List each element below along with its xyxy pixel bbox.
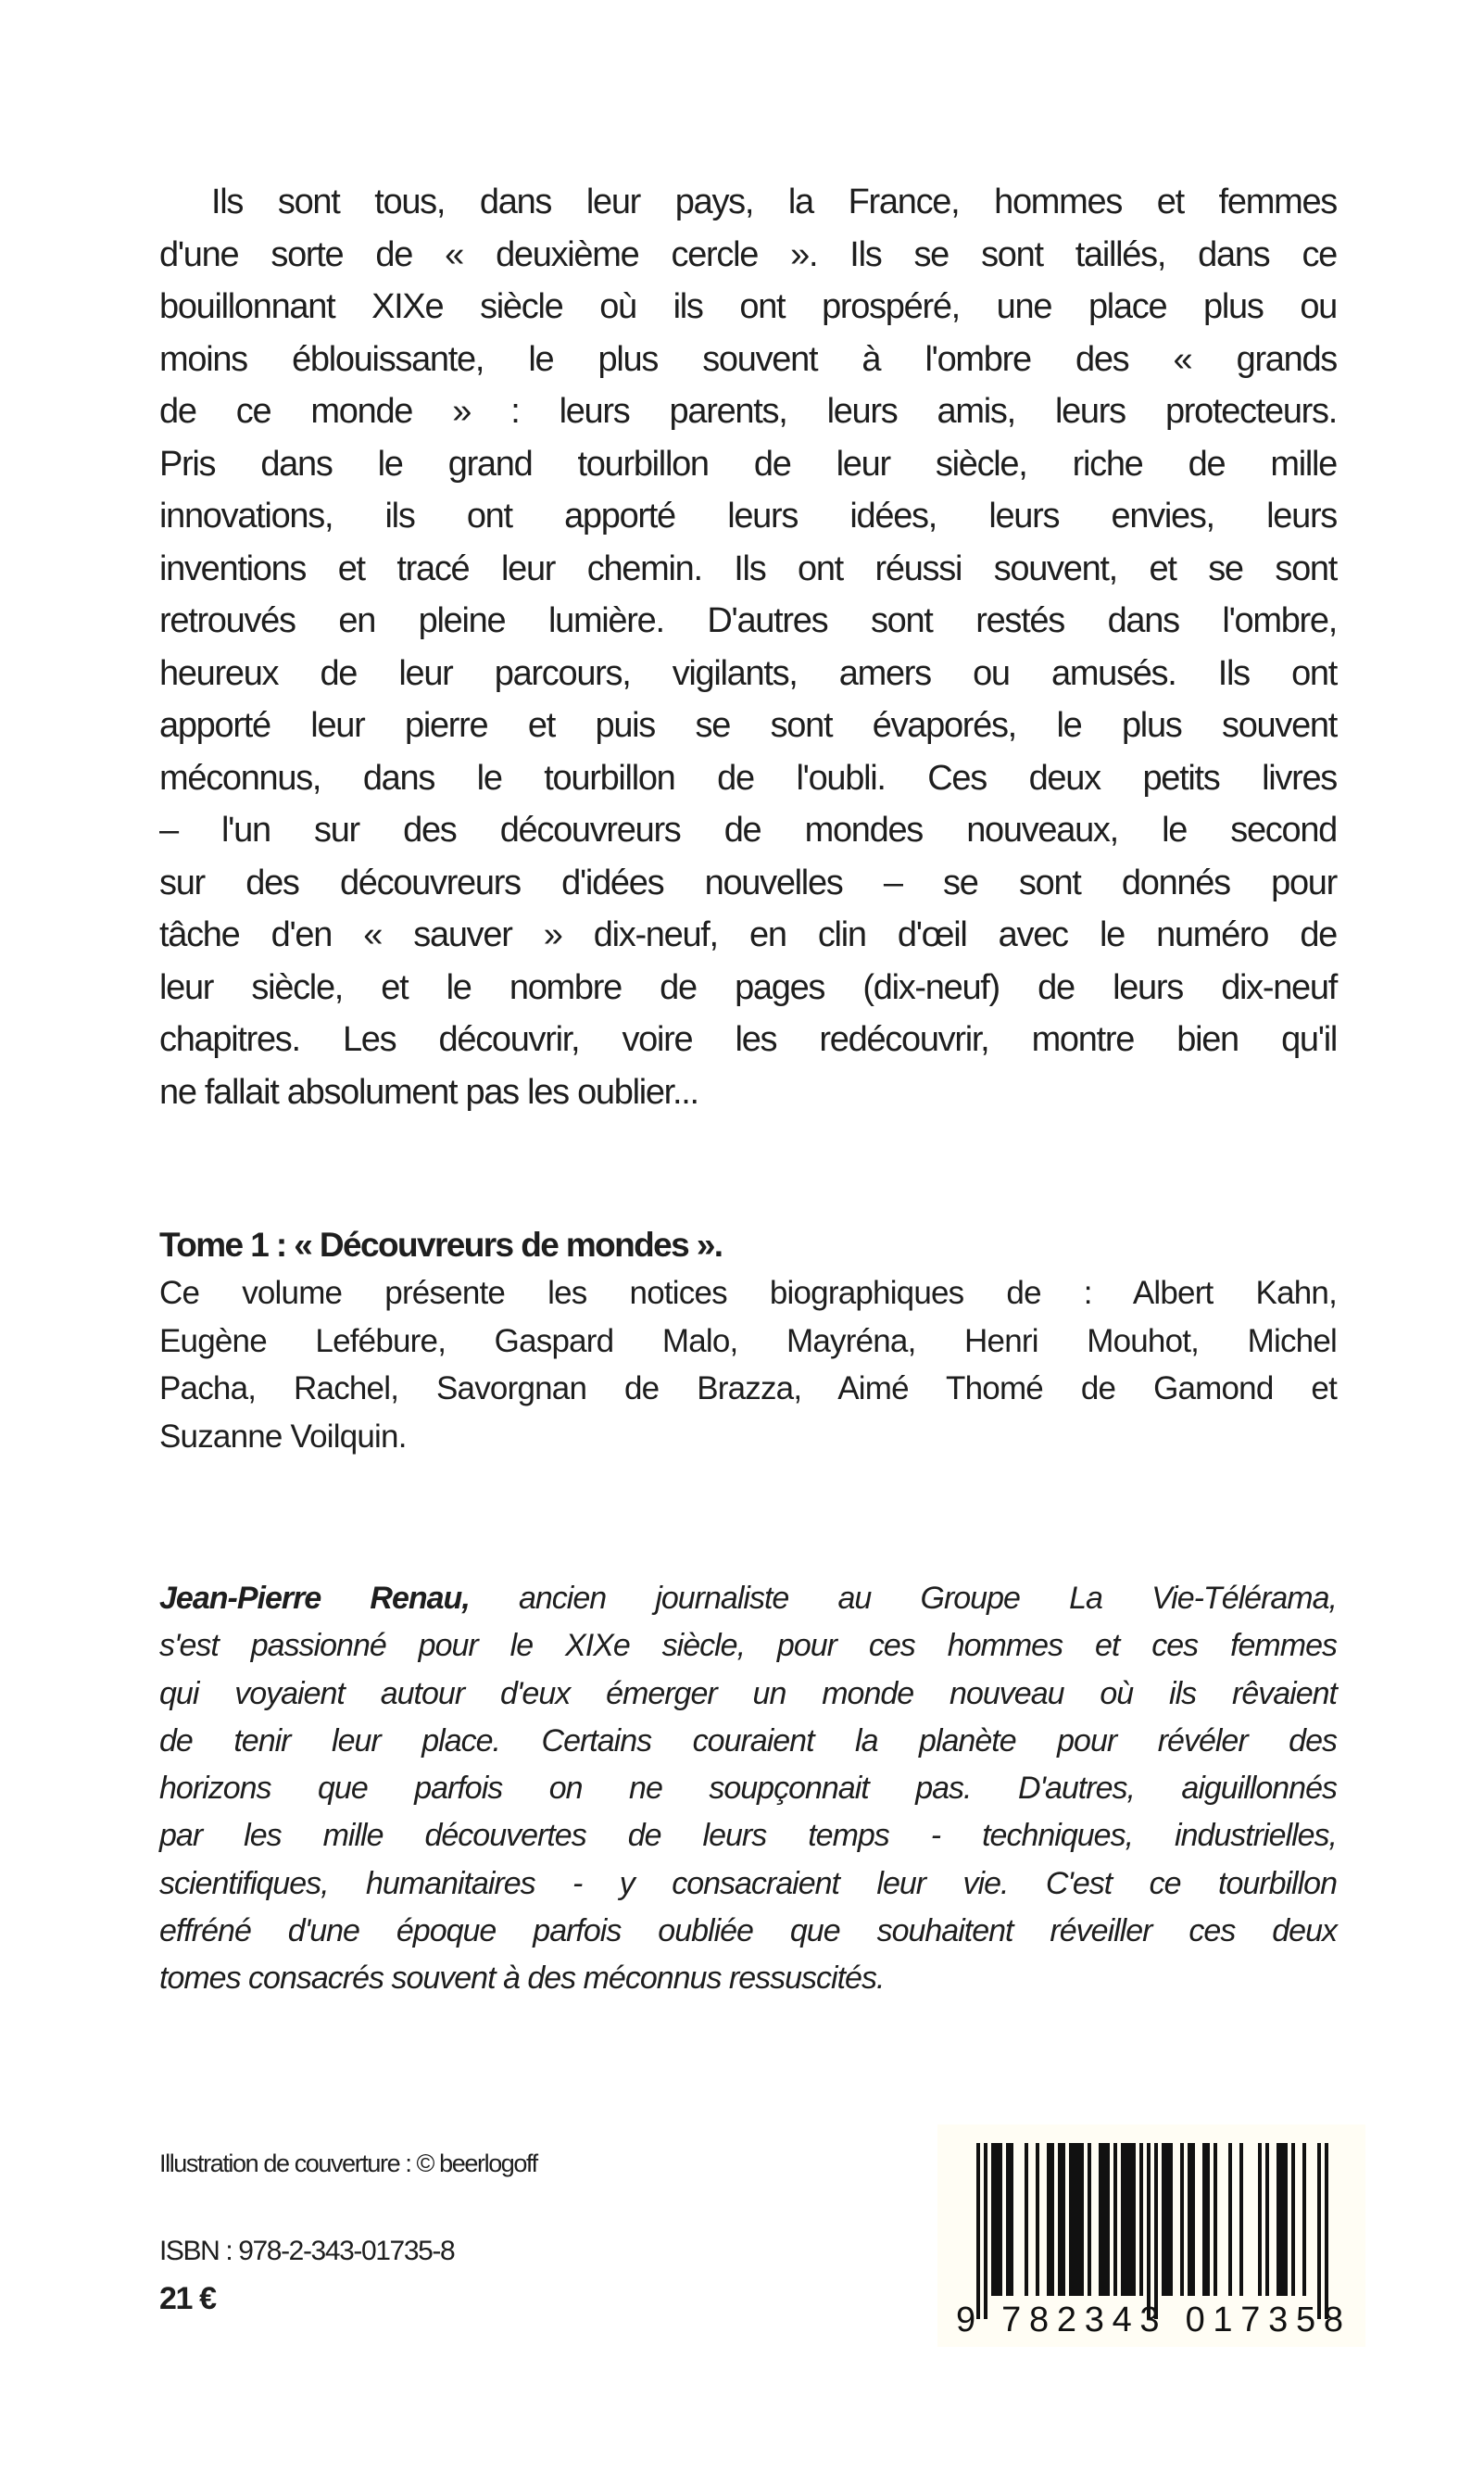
text-line: – l'un sur des découvreurs de mondes nouveaux, le second xyxy=(159,811,1337,850)
text-line: inventions et tracé leur chemin. Ils ont réussi souvent, et se sont xyxy=(159,548,1337,588)
barcode-bar xyxy=(1132,2143,1136,2296)
barcode-bar xyxy=(1058,2143,1062,2296)
tome-title: Tome 1 : « Découvreurs de mondes ». xyxy=(159,1226,723,1264)
bio-first-line xyxy=(159,1575,1337,1622)
barcode-bar xyxy=(1206,2143,1210,2296)
illustration-credit: Illustration de couverture : © beerlogoff xyxy=(159,2150,537,2177)
tome-section xyxy=(159,1221,1337,1460)
barcode-bar xyxy=(1258,2143,1262,2296)
barcode-bar xyxy=(1284,2143,1288,2296)
barcode-bar xyxy=(1010,2143,1013,2296)
text-line: chapitres. Les découvrir, voire les redécouvrir, montre bien qu'il xyxy=(159,1020,1337,1059)
text-line: moins éblouissante, le plus souvent à l'ombre des « grands xyxy=(159,339,1337,379)
barcode-bar xyxy=(991,2143,995,2296)
barcode-bar xyxy=(1088,2143,1091,2296)
barcode-bar xyxy=(1202,2143,1206,2296)
text-line: s'est passionné pour le XIXe siècle, pour ces hommes et ces femmes xyxy=(159,1628,1337,1664)
barcode-bar xyxy=(1165,2143,1169,2296)
text-line: Suzanne Voilquin. xyxy=(159,1418,407,1455)
barcode-bar xyxy=(1191,2143,1195,2296)
barcode-bar xyxy=(1113,2143,1117,2296)
barcode-bar xyxy=(1047,2143,1050,2296)
author-bio xyxy=(159,1575,1337,2003)
price: 21 € xyxy=(159,2281,216,2316)
text-line: bouillonnant XIXe siècle où ils ont prospéré, une place plus ou xyxy=(159,287,1337,326)
isbn: ISBN : 978-2-343-01735-8 xyxy=(159,2236,455,2266)
barcode-bar xyxy=(1180,2143,1184,2296)
text-line: effréné d'une époque parfois oubliée que souhaitent réveiller ces deux xyxy=(159,1913,1337,1949)
barcode-bar xyxy=(995,2143,999,2296)
text-line: sur des découvreurs d'idées nouvelles – se sont donnés pour xyxy=(159,863,1337,902)
text-line: tâche d'en « sauver » dix-neuf, en clin d'œil avec le numéro de xyxy=(159,915,1337,954)
barcode-bar xyxy=(1276,2143,1280,2296)
text-line: heureux de leur parcours, vigilants, amers ou amusés. Ils ont xyxy=(159,653,1337,693)
barcode-bar xyxy=(1139,2143,1143,2296)
text-line: tomes consacrés souvent à des méconnus ressuscités. xyxy=(159,1960,885,1997)
barcode-bar xyxy=(1106,2143,1110,2296)
barcode-bar xyxy=(976,2143,980,2319)
text-line: Pris dans le grand tourbillon de leur siècle, riche de mille xyxy=(159,444,1337,484)
barcode-bar xyxy=(1325,2143,1328,2319)
text-line: Eugène Lefébure, Gaspard Malo, Mayréna, Henri Mouhot, Michel xyxy=(159,1322,1337,1359)
barcode xyxy=(937,2124,1365,2347)
barcode-bar xyxy=(984,2143,987,2319)
barcode-bars xyxy=(956,2143,1345,2333)
barcode-bar xyxy=(1076,2143,1080,2296)
barcode-bar xyxy=(1162,2143,1165,2296)
barcode-bar xyxy=(1265,2143,1269,2296)
text-line: apporté leur pierre et puis se sont évaporés, le plus souvent xyxy=(159,706,1337,745)
text-line: méconnus, dans le tourbillon de l'oubli. Ces deux petits livres xyxy=(159,758,1337,798)
barcode-bar xyxy=(1128,2143,1132,2296)
text-line: Pacha, Rachel, Savorgnan de Brazza, Aimé Thomé de Gamond et xyxy=(159,1370,1337,1406)
text-line: d'une sorte de « deuxième cercle ». Ils se sont taillés, dans ce xyxy=(159,234,1337,274)
barcode-bar xyxy=(1147,2143,1151,2319)
barcode-bar xyxy=(1228,2143,1232,2296)
text-line: de tenir leur place. Certains couraient la planète pour révéler des xyxy=(159,1722,1337,1759)
text-line: de ce monde » : leurs parents, leurs amis, leurs protecteurs. xyxy=(159,392,1337,431)
barcode-bar xyxy=(1069,2143,1073,2296)
barcode-bar xyxy=(1302,2143,1306,2296)
text-line: horizons que parfois on ne soupçonnait pas. D'autres, aiguillonnés xyxy=(159,1771,1337,1807)
barcode-bar xyxy=(1099,2143,1102,2296)
text-line: qui voyaient autour d'eux émerger un monde nouveau où ils rêvaient xyxy=(159,1675,1337,1711)
bio-first-line-text: ancien journaliste au Groupe La Vie-Télérama, xyxy=(518,1581,1337,1616)
barcode-bar xyxy=(1050,2143,1054,2296)
barcode-bar xyxy=(1036,2143,1039,2296)
barcode-bar xyxy=(1280,2143,1284,2296)
tome-description xyxy=(159,1269,1337,1460)
barcode-bar xyxy=(1291,2143,1295,2296)
text-line: Ils sont tous, dans leur pays, la France, hommes et femmes xyxy=(211,183,1337,221)
text-line: innovations, ils ont apporté leurs idées, leurs envies, leurs xyxy=(159,497,1337,536)
barcode-bar xyxy=(1102,2143,1106,2296)
text-line: retrouvés en pleine lumière. D'autres sont restés dans l'ombre, xyxy=(159,601,1337,640)
barcode-bar xyxy=(1006,2143,1010,2296)
barcode-bar xyxy=(1169,2143,1173,2296)
barcode-bar xyxy=(1125,2143,1128,2296)
barcode-bar xyxy=(1188,2143,1191,2296)
barcode-bar xyxy=(1317,2143,1321,2319)
barcode-bar xyxy=(999,2143,1002,2296)
back-cover-summary xyxy=(159,176,1337,1118)
barcode-bar xyxy=(1073,2143,1076,2296)
barcode-bar xyxy=(1214,2143,1217,2296)
barcode-bar xyxy=(1239,2143,1243,2296)
text-line: leur siècle, et le nombre de pages (dix-neuf) de leurs dix-neuf xyxy=(159,967,1337,1007)
barcode-bar xyxy=(1121,2143,1125,2296)
barcode-bar xyxy=(1080,2143,1084,2296)
barcode-bar xyxy=(1154,2143,1158,2319)
text-line: ne fallait absolument pas les oublier... xyxy=(159,1072,698,1112)
text-line: Ce volume présente les notices biographiques de : Albert Kahn, xyxy=(159,1275,1337,1311)
barcode-bar xyxy=(1062,2143,1065,2296)
text-line: scientifiques, humanitaires - y consacraient leur vie. C'est ce tourbillon xyxy=(159,1865,1337,1901)
bio-lines xyxy=(159,1622,1337,2002)
author-name: Jean-Pierre Renau, xyxy=(159,1581,470,1616)
barcode-digits: 9 782343 017358 xyxy=(956,2301,1343,2333)
barcode-bar xyxy=(1025,2143,1028,2296)
text-line: par les mille découvertes de leurs temps - techniques, industrielles, xyxy=(159,1818,1337,1854)
